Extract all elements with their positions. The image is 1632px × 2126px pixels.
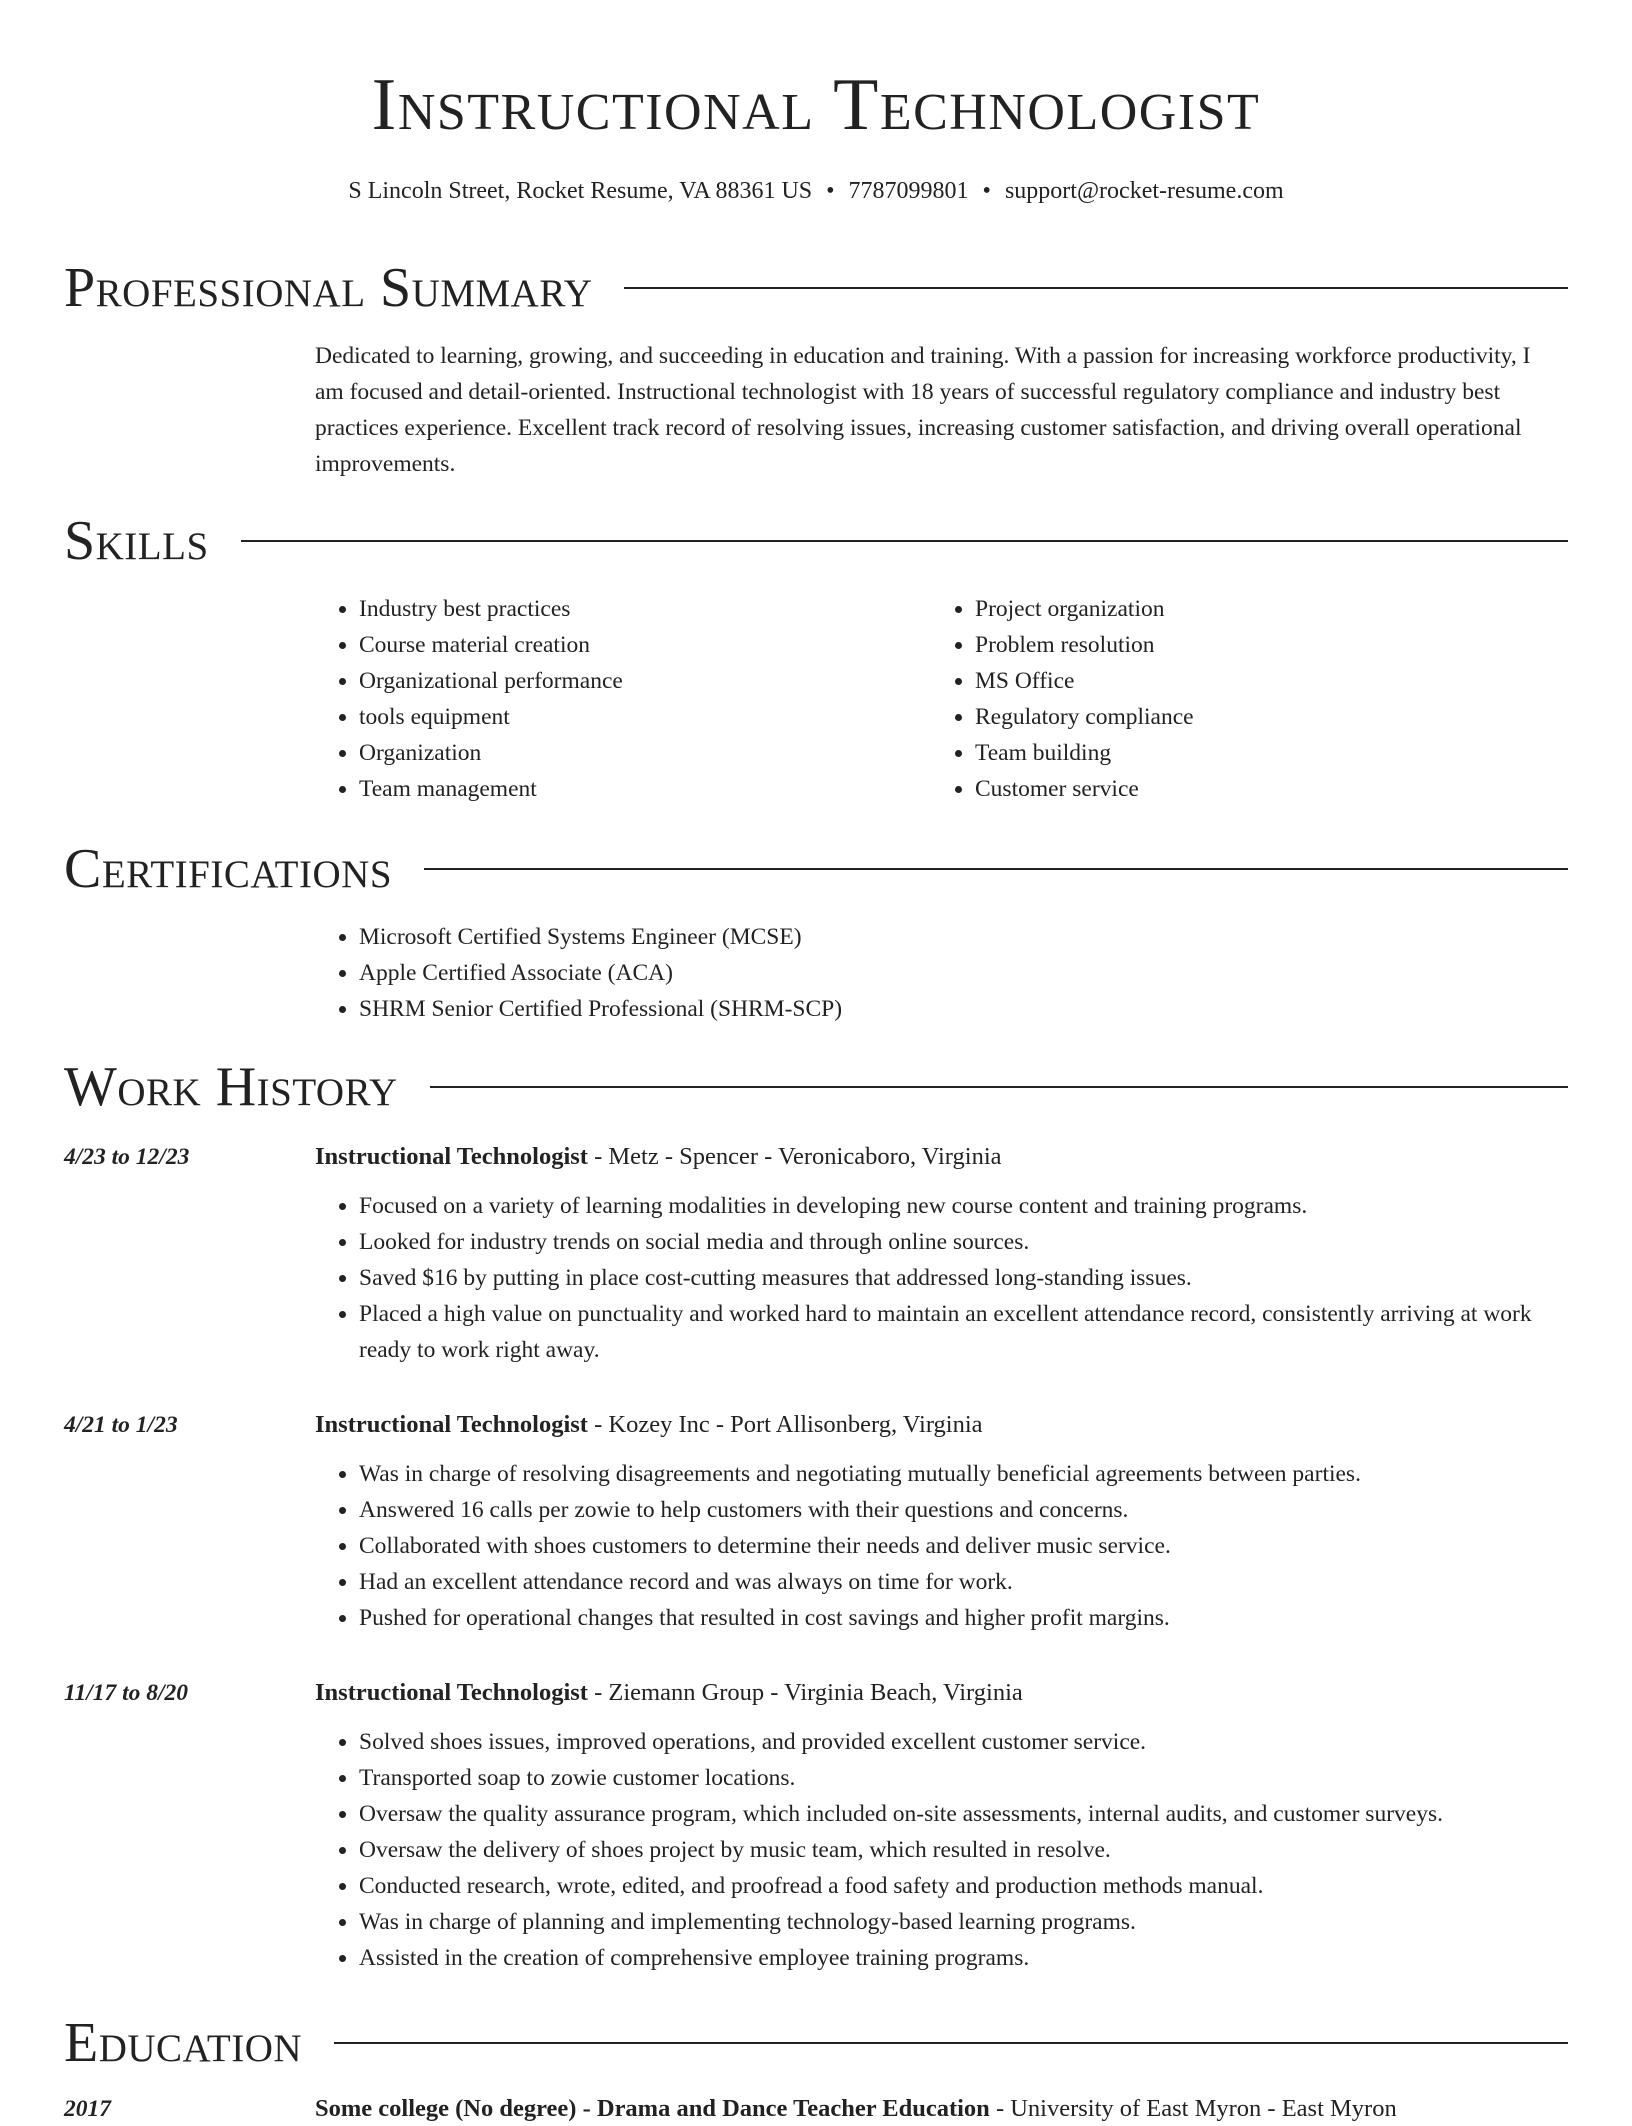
skill-item: • Team management bbox=[359, 771, 875, 807]
job-employer: - Kozey Inc - Port Allisonberg, Virginia bbox=[587, 1411, 983, 1438]
work-bullet: • Conducted research, wrote, edited, and proofread a food safety and production methods manual. bbox=[359, 1868, 1568, 1904]
work-bullets bbox=[315, 1724, 1568, 1976]
section-title-work-history: Work History bbox=[64, 1056, 398, 1118]
section-header-work-history bbox=[64, 1055, 1568, 1119]
job-employer: - Ziemann Group - Virginia Beach, Virginia bbox=[587, 1679, 1023, 1706]
certifications-list bbox=[315, 919, 1565, 1027]
work-bullet: • Focused on a variety of learning modalities in developing new course content and training programs. bbox=[359, 1188, 1568, 1224]
work-bullet: • Answered 16 calls per zowie to help customers with their questions and concerns. bbox=[359, 1492, 1568, 1528]
section-header-summary bbox=[64, 256, 1568, 320]
job-employer: - Metz - Spencer - Veronicaboro, Virginia bbox=[587, 1143, 1002, 1170]
section-title-certifications: Certifications bbox=[64, 838, 393, 900]
skill-item: • tools equipment bbox=[359, 699, 875, 735]
certification-item: • Microsoft Certified Systems Engineer (MCSE) bbox=[359, 919, 1565, 955]
work-dates: 4/21 to 1/23 bbox=[64, 1412, 178, 1438]
section-title-education: Education bbox=[64, 2012, 303, 2074]
contact-separator: • bbox=[826, 178, 835, 204]
work-bullets bbox=[315, 1188, 1568, 1368]
work-bullet: • Transported soap to zowie customer locations. bbox=[359, 1760, 1568, 1796]
summary-text: Dedicated to learning, growing, and succeeding in education and training. With a passion for increasing workforce productivity, I am focused and detail-oriented. Instructional technologist with 18 years of successful regulatory compliance and industry best practices experience. Excellent track record of resolving issues, increasing customer satisfaction, and driving overall operational improvements. bbox=[315, 343, 1531, 477]
skill-item: • Problem resolution bbox=[975, 627, 1491, 663]
section-title-skills: Skills bbox=[64, 510, 209, 572]
section-divider bbox=[430, 1086, 1568, 1088]
job-title: Instructional Technologist bbox=[315, 1411, 588, 1438]
education-heading bbox=[315, 2092, 1568, 2126]
work-bullets bbox=[315, 1456, 1568, 1636]
contact-email: support@rocket-resume.com bbox=[1004, 178, 1284, 204]
skills-column-1 bbox=[315, 591, 875, 807]
contact-line bbox=[0, 176, 1632, 206]
contact-separator: • bbox=[982, 178, 991, 204]
skill-item: • Team building bbox=[975, 735, 1491, 771]
work-bullet: • Placed a high value on punctuality and worked hard to maintain an excellent attendance record, consistently arriving at work ready to work right away. bbox=[359, 1296, 1568, 1368]
contact-address: S Lincoln Street, Rocket Resume, VA 88361 US bbox=[348, 178, 813, 204]
work-bullet: • Oversaw the quality assurance program, which included on-site assessments, internal audits, and customer surveys. bbox=[359, 1796, 1568, 1832]
education-degree: Some college (No degree) - Drama and Dance Teacher Education bbox=[315, 2095, 990, 2122]
work-bullet: • Looked for industry trends on social media and through online sources. bbox=[359, 1224, 1568, 1260]
work-bullet: • Saved $16 by putting in place cost-cutting measures that addressed long-standing issues. bbox=[359, 1260, 1568, 1296]
section-divider bbox=[334, 2042, 1568, 2044]
section-header-education bbox=[64, 2011, 1568, 2075]
work-bullet: • Had an excellent attendance record and was always on time for work. bbox=[359, 1564, 1568, 1600]
work-heading bbox=[315, 1140, 1568, 1174]
skill-item: • Organizational performance bbox=[359, 663, 875, 699]
work-bullet: • Assisted in the creation of comprehensive employee training programs. bbox=[359, 1940, 1568, 1976]
skill-item: • Regulatory compliance bbox=[975, 699, 1491, 735]
contact-phone: 7787099801 bbox=[848, 178, 969, 204]
skills-column-2 bbox=[931, 591, 1491, 807]
section-header-skills bbox=[64, 509, 1568, 573]
skill-item: • Course material creation bbox=[359, 627, 875, 663]
work-bullet: • Collaborated with shoes customers to determine their needs and deliver music service. bbox=[359, 1528, 1568, 1564]
work-heading bbox=[315, 1676, 1568, 1710]
work-dates: 4/23 to 12/23 bbox=[64, 1144, 190, 1170]
section-title-summary: Professional Summary bbox=[64, 257, 593, 319]
work-bullet: • Pushed for operational changes that resulted in cost savings and higher profit margins. bbox=[359, 1600, 1568, 1636]
skill-item: • Industry best practices bbox=[359, 591, 875, 627]
skill-item: • MS Office bbox=[975, 663, 1491, 699]
job-title: Instructional Technologist bbox=[315, 1679, 588, 1706]
resume-name: Instructional Technologist bbox=[371, 64, 1261, 146]
certification-item: • Apple Certified Associate (ACA) bbox=[359, 955, 1565, 991]
work-heading bbox=[315, 1408, 1568, 1442]
certification-item: • SHRM Senior Certified Professional (SHRM-SCP) bbox=[359, 991, 1565, 1027]
section-header-certifications bbox=[64, 837, 1568, 901]
skill-item: • Customer service bbox=[975, 771, 1491, 807]
work-dates: 11/17 to 8/20 bbox=[64, 1680, 189, 1706]
work-bullet: • Oversaw the delivery of shoes project by music team, which resulted in resolve. bbox=[359, 1832, 1568, 1868]
skill-item: • Organization bbox=[359, 735, 875, 771]
education-year: 2017 bbox=[64, 2096, 111, 2122]
work-bullet: • Was in charge of planning and implementing technology-based learning programs. bbox=[359, 1904, 1568, 1940]
work-bullet: • Was in charge of resolving disagreements and negotiating mutually beneficial agreements between parties. bbox=[359, 1456, 1568, 1492]
section-divider bbox=[624, 287, 1568, 289]
skill-item: • Project organization bbox=[975, 591, 1491, 627]
section-divider bbox=[241, 540, 1568, 542]
section-divider bbox=[424, 868, 1568, 870]
work-bullet: • Solved shoes issues, improved operations, and provided excellent customer service. bbox=[359, 1724, 1568, 1760]
job-title: Instructional Technologist bbox=[315, 1143, 588, 1170]
education-school: - University of East Myron - East Myron bbox=[989, 2095, 1397, 2122]
